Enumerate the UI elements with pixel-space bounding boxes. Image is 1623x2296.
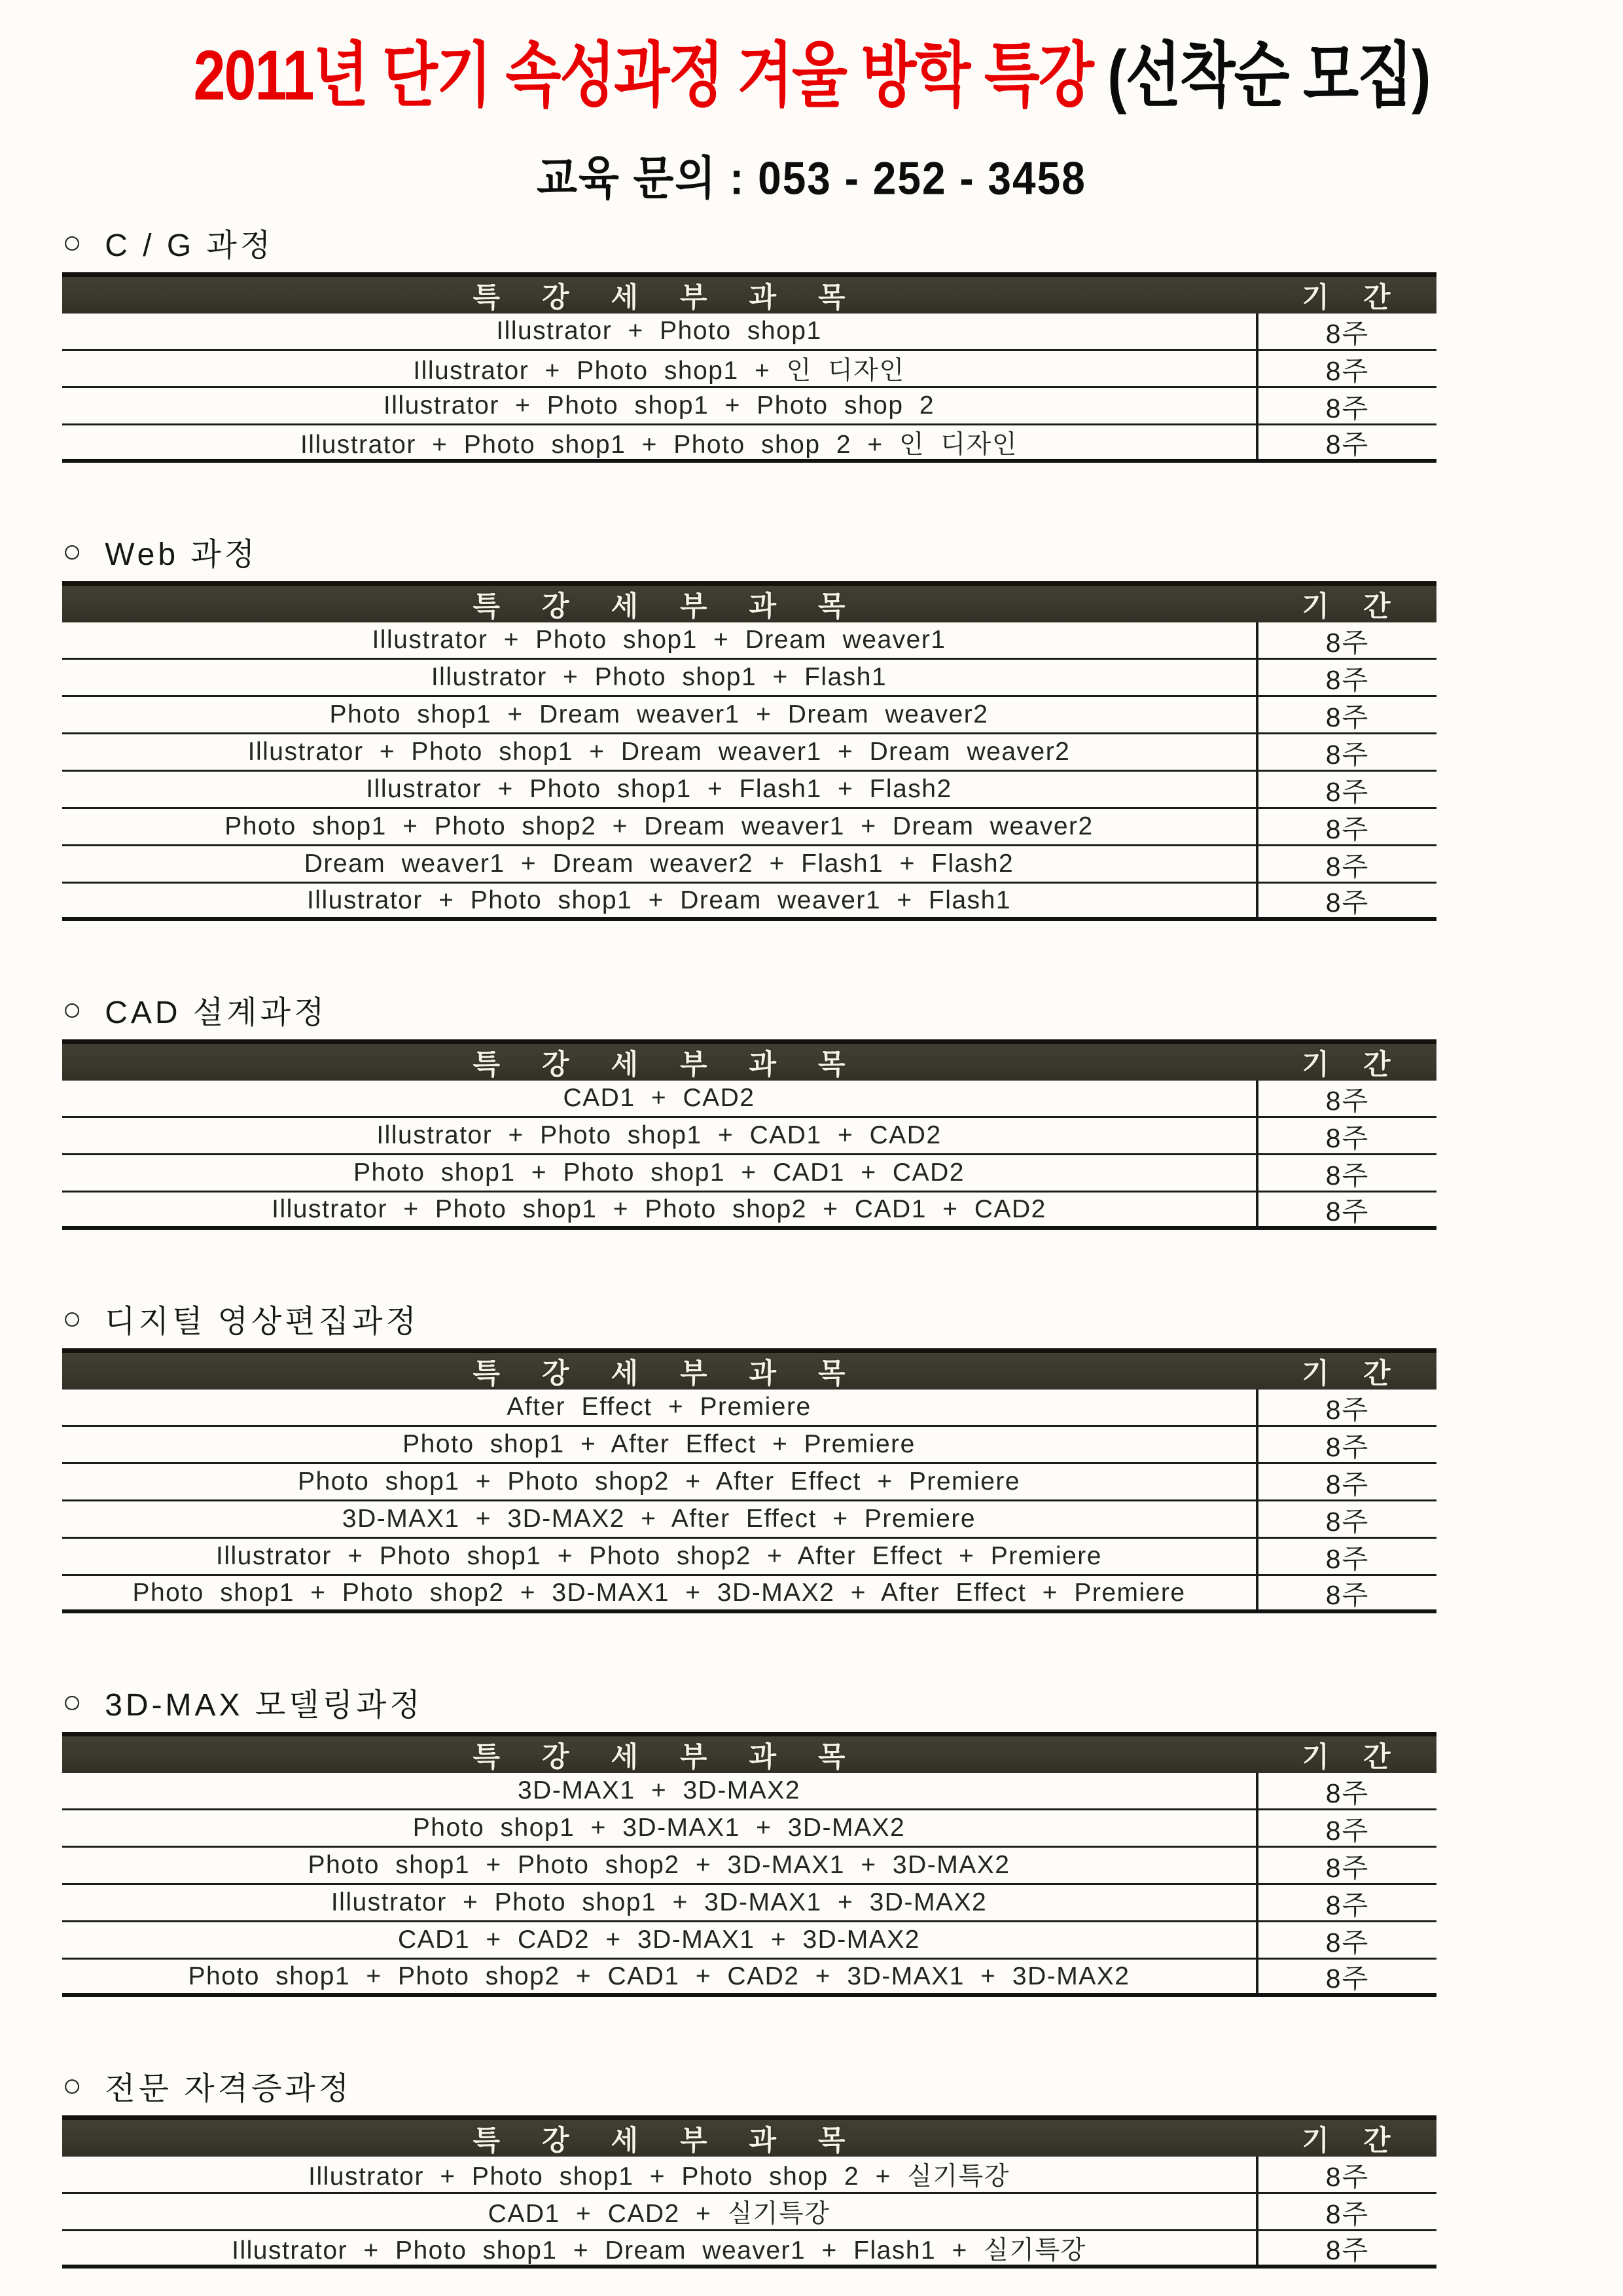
table-header-row [62, 2115, 1436, 2157]
period-cell: 8주 [1256, 1922, 1436, 1958]
period-cell: 8주 [1256, 1193, 1436, 1226]
table-row [62, 1155, 1436, 1193]
period-cell: 8주 [1256, 1081, 1436, 1116]
table-row [62, 1773, 1436, 1810]
period-cell: 8주 [1256, 1576, 1436, 1609]
section-heading [62, 990, 1436, 1029]
subject-cell: Illustrator + Photo shop1 [496, 317, 822, 345]
period-cell: 8주 [1256, 884, 1436, 917]
section-heading [62, 223, 1436, 262]
table-header-row [62, 272, 1436, 314]
subject-cell: CAD1 + CAD2 + 3D-MAX1 + 3D-MAX2 [398, 1926, 920, 1954]
period-column-header: 기 간 [1302, 1049, 1404, 1081]
subject-column-header: 특 강 세 부 과 목 [473, 1049, 863, 1081]
subject-column-header: 특 강 세 부 과 목 [473, 281, 863, 314]
period-cell: 8주 [1256, 314, 1436, 349]
course-table [62, 1348, 1436, 1613]
subject-cell: Photo shop1 + Dream weaver1 + Dream weaver2 [329, 700, 989, 728]
table-row [62, 1885, 1436, 1922]
circle-bullet-icon: ○ [62, 2067, 86, 2104]
table-body [62, 622, 1436, 921]
table-row [62, 1848, 1436, 1885]
subject-cell: Photo shop1 + Photo shop2 + 3D-MAX1 + 3D-MAX2 + After Effect + Premiere [132, 1578, 1186, 1607]
period-cell: 8주 [1256, 1390, 1436, 1425]
subject-cell: Illustrator + Photo shop1 + Flash1 [431, 663, 887, 691]
period-column-header: 기 간 [1302, 590, 1404, 622]
period-cell: 8주 [1256, 660, 1436, 695]
page-title [0, 20, 1623, 122]
table-body [62, 1390, 1436, 1613]
table-row [62, 1576, 1436, 1613]
period-cell: 8주 [1256, 1427, 1436, 1462]
period-cell: 8주 [1256, 1155, 1436, 1191]
table-row [62, 1427, 1436, 1464]
section-title: C / G 과정 [105, 228, 274, 263]
subject-cell: Illustrator + Photo shop1 + Photo shop2 + CAD1 + CAD2 [272, 1194, 1046, 1223]
sections [0, 223, 1623, 2269]
table-row [62, 1960, 1436, 1997]
period-column-header: 기 간 [1302, 281, 1404, 314]
table-row [62, 1464, 1436, 1501]
table-header-row [62, 1039, 1436, 1081]
table-row [62, 622, 1436, 660]
course-section [62, 531, 1436, 921]
section-heading [62, 2066, 1436, 2105]
table-row [62, 1081, 1436, 1118]
section-heading [62, 1682, 1436, 1721]
table-row [62, 2194, 1436, 2231]
period-column-header: 기 간 [1302, 1741, 1404, 1773]
period-cell: 8주 [1256, 1960, 1436, 1993]
period-cell: 8주 [1256, 1464, 1436, 1499]
subject-cell: Illustrator + Photo shop1 + Dream weaver1 + Flash1 [306, 886, 1012, 914]
table-body [62, 2157, 1436, 2269]
course-section [62, 2066, 1436, 2269]
table-row [62, 697, 1436, 734]
table-header-row [62, 1732, 1436, 1773]
subject-cell: Photo shop1 + Photo shop2 + CAD1 + CAD2 + 3D-MAX1 + 3D-MAX2 [188, 1962, 1130, 1990]
page-title-note: (선착순 모집) [1107, 35, 1430, 115]
subject-cell: Photo shop1 + 3D-MAX1 + 3D-MAX2 [412, 1814, 906, 1842]
table-row [62, 1501, 1436, 1539]
period-cell: 8주 [1256, 2157, 1436, 2192]
table-row [62, 2157, 1436, 2194]
circle-bullet-icon: ○ [62, 1683, 86, 1720]
table-row [62, 1193, 1436, 1230]
section-title: 전문 자격증과정 [105, 2071, 353, 2106]
period-cell: 8주 [1256, 388, 1436, 423]
section-title: 디지털 영상편집과정 [105, 1304, 419, 1339]
table-row [62, 884, 1436, 921]
table-row [62, 772, 1436, 809]
section-title: 3D-MAX 모델링과정 [105, 1687, 423, 1723]
table-row [62, 314, 1436, 351]
subject-cell: Illustrator + Photo shop1 + Photo shop2 + After Effect + Premiere [216, 1542, 1102, 1570]
table-body [62, 314, 1436, 463]
circle-bullet-icon: ○ [62, 533, 86, 569]
table-row [62, 2231, 1436, 2269]
table-body [62, 1081, 1436, 1230]
subject-cell: Photo shop1 + Photo shop1 + CAD1 + CAD2 [353, 1158, 965, 1187]
subject-cell: Illustrator + Photo shop1 + Dream weaver1 [372, 626, 946, 654]
section-title: CAD 설계과정 [105, 995, 328, 1030]
period-cell: 8주 [1256, 1539, 1436, 1574]
table-row [62, 809, 1436, 846]
section-heading [62, 531, 1436, 571]
period-cell: 8주 [1256, 697, 1436, 732]
course-table [62, 581, 1436, 921]
period-cell: 8주 [1256, 425, 1436, 459]
subject-column-header: 특 강 세 부 과 목 [473, 2125, 863, 2157]
contact-phone-line: 교육 문의 : 053 - 252 - 3458 [537, 152, 1086, 204]
table-row [62, 846, 1436, 884]
course-section [62, 990, 1436, 1230]
subject-cell: Illustrator + Photo shop1 + Dream weaver1 + Flash1 + 실기특강 [232, 2236, 1086, 2265]
table-body [62, 1773, 1436, 1997]
table-header-row [62, 1348, 1436, 1390]
section-heading [62, 1299, 1436, 1338]
table-row [62, 660, 1436, 697]
period-cell: 8주 [1256, 2194, 1436, 2229]
subject-cell: Illustrator + Photo shop1 + Photo shop 2 [383, 391, 935, 420]
table-row [62, 1810, 1436, 1848]
subject-column-header: 특 강 세 부 과 목 [473, 1741, 863, 1773]
table-row [62, 1539, 1436, 1576]
subject-cell: Illustrator + Photo shop1 + 3D-MAX1 + 3D-MAX2 [330, 1888, 988, 1916]
subject-cell: Dream weaver1 + Dream weaver2 + Flash1 + Flash2 [304, 850, 1014, 878]
course-section [62, 1299, 1436, 1613]
circle-bullet-icon: ○ [62, 224, 86, 260]
section-title: Web 과정 [105, 537, 259, 572]
page-title-main: 2011년 단기 속성과정 겨울 방학 특강 [193, 35, 1108, 115]
period-cell: 8주 [1256, 846, 1436, 882]
subject-cell: 3D-MAX1 + 3D-MAX2 [517, 1776, 801, 1804]
table-row [62, 425, 1436, 463]
subject-cell: Photo shop1 + Photo shop2 + 3D-MAX1 + 3D-MAX2 [308, 1851, 1010, 1879]
subject-cell: CAD1 + CAD2 + 실기특강 [488, 2200, 830, 2228]
table-header-row [62, 581, 1436, 622]
course-table [62, 1039, 1436, 1230]
subject-cell: After Effect + Premiere [507, 1393, 812, 1421]
table-row [62, 388, 1436, 425]
table-row [62, 1390, 1436, 1427]
period-column-header: 기 간 [1302, 1357, 1404, 1390]
subject-cell: Illustrator + Photo shop1 + CAD1 + CAD2 [376, 1121, 942, 1149]
subject-column-header: 특 강 세 부 과 목 [473, 1357, 863, 1390]
table-row [62, 351, 1436, 388]
period-cell: 8주 [1256, 1848, 1436, 1883]
table-row [62, 1118, 1436, 1155]
subject-cell: Photo shop1 + Photo shop2 + Dream weaver1 + Dream weaver2 [224, 812, 1094, 840]
period-cell: 8주 [1256, 772, 1436, 807]
course-section [62, 223, 1436, 463]
table-row [62, 734, 1436, 772]
subject-cell: Photo shop1 + After Effect + Premiere [402, 1430, 916, 1458]
course-table [62, 2115, 1436, 2269]
table-row [62, 1922, 1436, 1960]
period-column-header: 기 간 [1302, 2125, 1404, 2157]
subject-cell: 3D-MAX1 + 3D-MAX2 + After Effect + Premiere [342, 1505, 976, 1533]
course-section [62, 1682, 1436, 1997]
subject-column-header: 특 강 세 부 과 목 [473, 590, 863, 622]
subject-cell: CAD1 + CAD2 [563, 1084, 755, 1112]
period-cell: 8주 [1256, 1118, 1436, 1153]
period-cell: 8주 [1256, 1501, 1436, 1537]
subject-cell: Illustrator + Photo shop1 + Photo shop 2 + 실기특강 [308, 2162, 1010, 2191]
subject-cell: Illustrator + Photo shop1 + 인 디자인 [413, 357, 905, 385]
period-cell: 8주 [1256, 2231, 1436, 2265]
period-cell: 8주 [1256, 1810, 1436, 1846]
period-cell: 8주 [1256, 809, 1436, 844]
circle-bullet-icon: ○ [62, 1300, 86, 1336]
period-cell: 8주 [1256, 622, 1436, 658]
subject-cell: Photo shop1 + Photo shop2 + After Effect + Premiere [297, 1467, 1021, 1496]
subject-cell: Illustrator + Photo shop1 + Photo shop 2 + 인 디자인 [300, 430, 1018, 459]
subject-cell: Illustrator + Photo shop1 + Dream weaver1 + Dream weaver2 [247, 738, 1071, 766]
period-cell: 8주 [1256, 1885, 1436, 1920]
subject-cell: Illustrator + Photo shop1 + Flash1 + Flash2 [366, 775, 952, 803]
circle-bullet-icon: ○ [62, 991, 86, 1028]
course-table [62, 272, 1436, 463]
period-cell: 8주 [1256, 351, 1436, 386]
period-cell: 8주 [1256, 734, 1436, 770]
course-table [62, 1732, 1436, 1997]
period-cell: 8주 [1256, 1773, 1436, 1808]
